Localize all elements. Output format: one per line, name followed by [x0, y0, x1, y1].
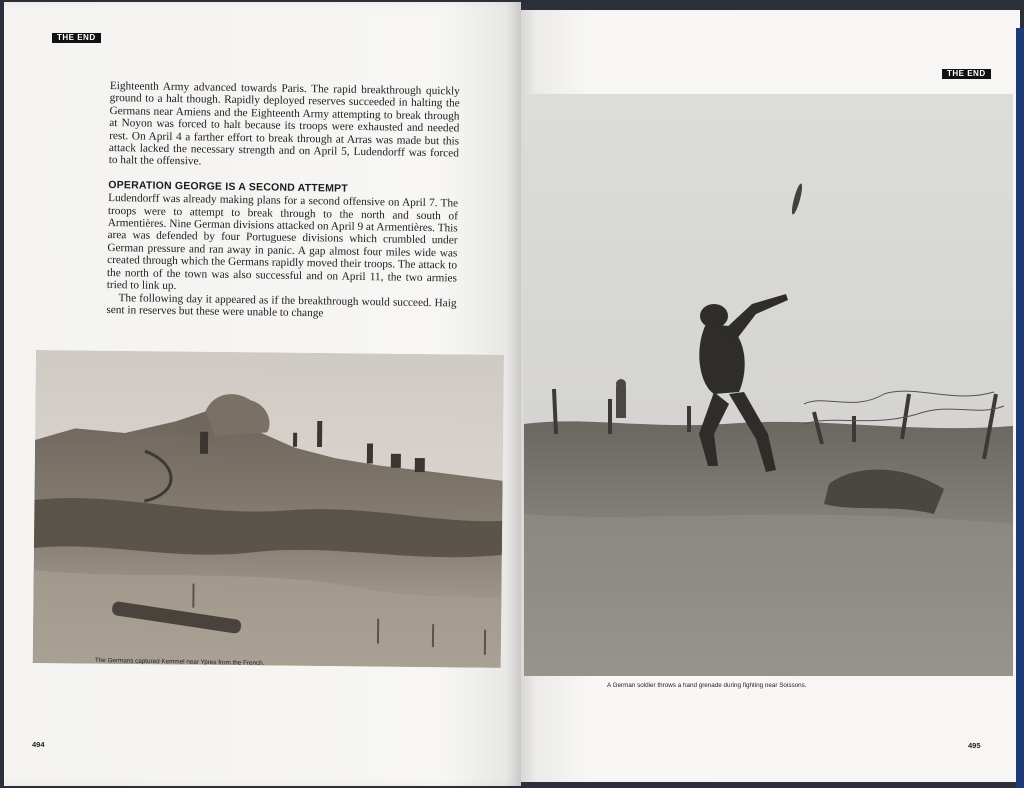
paragraph-3: The following day it appeared as if the breakthrough would succeed. Haig sent in reserves but these were unable to change	[106, 291, 457, 320]
grenade-photo	[524, 94, 1013, 676]
page-number-right: 495	[968, 741, 981, 750]
section-tag-left: THE END	[52, 33, 101, 43]
section-heading: OPERATION GEORGE IS A SECOND ATTEMPT	[108, 178, 348, 195]
paragraph-1: Eighteenth Army advanced towards Paris. The rapid breakthrough quickly ground to a halt though. Rapidly deployed reserves succeeded in halting the Germans near Amiens and the Eighteenth Army attempting to break through at Noyon was forced to halt because its troops were exhausted and needed rest. On April 4 a farther effort to break through at Arras was made but this attack lacked the necessary strength and on April 5, Ludendorff was forced to halt the offensive.	[108, 80, 460, 168]
kemmel-photo	[33, 350, 504, 668]
kemmel-photo-caption: The Germans captured Kemmel near Ypres from the French.	[94, 657, 265, 667]
article-text	[106, 80, 460, 322]
section-tag-right: THE END	[942, 69, 991, 79]
paragraph-2: Ludendorff was already making plans for a second offensive on April 7. The troops were to attempt to break through to the north and south of Armentières. Nine German divisions attacked on April 9 at Armentières. This area was defended by four Portuguese divisions which crumbled under German pressure and ran away in panic. A gap almost four miles wide was created through which the Germans rapidly moved their troops. The attack to the north of the town was also successful and on April 11, the two armies tried to link up.	[106, 192, 459, 293]
book-cover-edge	[1016, 28, 1024, 788]
grenade-photo-caption: A German soldier throws a hand grenade during fighting near Soissons.	[607, 682, 807, 689]
grenade-photo-image	[524, 94, 1013, 676]
page-number-left: 494	[32, 740, 45, 749]
kemmel-photo-image	[33, 350, 504, 668]
